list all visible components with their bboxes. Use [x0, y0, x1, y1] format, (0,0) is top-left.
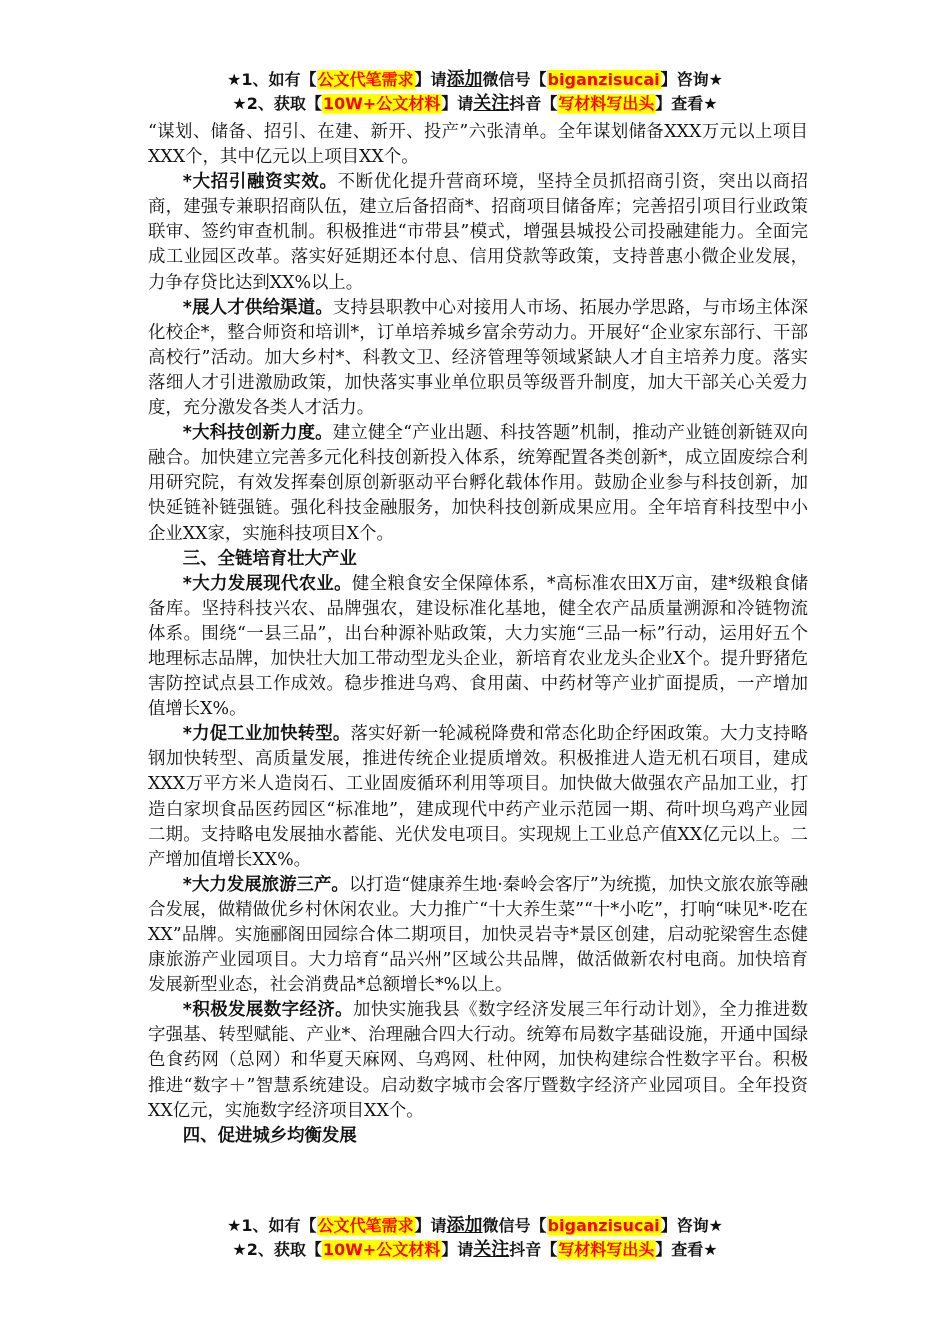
promo-text: 】咨询★ [660, 70, 723, 89]
paragraph [148, 170, 808, 295]
promo-line-1 [0, 1214, 950, 1238]
promo-underline: 关注 [473, 93, 510, 114]
promo-underline: 添加 [446, 1215, 483, 1236]
paragraph [148, 421, 808, 546]
paragraph-lead: *大力发展旅游三产。 [182, 874, 349, 895]
promo-underline: 关注 [473, 1239, 510, 1260]
section-heading: 四、促进城乡均衡发展 [182, 1125, 357, 1146]
promo-wechat-id: biganzisucai [547, 1216, 660, 1235]
paragraph-text: 建立健全“产业出题、科技答题”机制，推动产业链创新链双向融合。加快建立完善多元化科技创新投入体系，统筹配置各类创新*，成立固废综合利用研究院，有效发挥秦创原创新驱动平台孵化载体作用。鼓励企业参与科技创新，加快延链补链强链。强化科技金融服务，加快科技创新成果应用。全年培育科技型中小企业XX家，实施科技项目X个。 [148, 423, 808, 544]
paragraph-lead: *大科技创新力度。 [182, 423, 333, 444]
promo-banner-top [0, 68, 950, 116]
paragraph-lead: *展人才供给渠道。 [182, 297, 333, 318]
promo-text: ★2、获取【 [232, 1240, 322, 1259]
promo-line-2 [0, 1238, 950, 1262]
promo-text: 微信号【 [482, 1216, 547, 1235]
paragraph-text: 不断优化提升营商环境，坚持全员抓招商引资，突出以商招商，建强专兼职招商队伍，建立后备招商*、招商项目储备库；完善招引项目行业政策联审、签约审查机制。积极推进“市带县”模式，增强县城投公司投融建能力。全面完成工业园区改革。落实好延期还本付息、信用贷款等政策，支持普惠小微企业发展，力争存贷比达到XX%以上。 [148, 172, 808, 293]
promo-douyin-id: 写材料写出头 [558, 1240, 655, 1259]
promo-text: 抖音【 [509, 94, 558, 113]
paragraph-lead: *积极发展数字经济。 [182, 1000, 354, 1021]
promo-text: ★1、如有【 [227, 70, 317, 89]
paragraph [148, 998, 808, 1123]
document-body [148, 120, 808, 1149]
paragraph-lead: *大招引融资实效。 [182, 172, 338, 193]
promo-douyin-id: 写材料写出头 [558, 94, 655, 113]
paragraph [148, 873, 808, 998]
promo-highlight: 10W+公文材料 [322, 94, 441, 113]
paragraph [148, 572, 808, 723]
promo-text: 微信号【 [482, 70, 547, 89]
promo-text: 】请 [441, 94, 474, 113]
paragraph-text: 健全粮食安全保障体系，*高标准农田X万亩，建*级粮食储备库。坚持科技兴农、品牌强农，建设标准化基地，健全农产品质量溯源和冷链物流体系。围绕“一县三品”，出台种源补贴政策，大力实施“三品一标”行动，运用好五个地理标志品牌，加快壮大加工带动型龙头企业，新培育农业龙头企业X个。提升野猪危害防控试点县工作成效。稳步推进乌鸡、食用菌、中药材等产业扩面提质，一产增加值增长X%。 [148, 573, 808, 720]
promo-underline: 添加 [446, 69, 483, 90]
promo-text: 】请 [414, 1216, 447, 1235]
paragraph [148, 722, 808, 873]
paragraph-text: 以打造“健康养生地·秦岭会客厅”为统揽，加快文旅农旅等融合发展，做精做优乡村休闲农业。大力推广“十大养生菜”“十*小吃”，打响“味见*·吃在XX”品牌。实施郦阁田园综合体二期项目，加快灵岩寺*景区创建，启动驼梁窖生态健康旅游产业园项目。大力培育“品兴州”区域公共品牌，做活做新农村电商。加快培育发展新型业态，社会消费品*总额增长*%以上。 [148, 874, 809, 996]
paragraph [148, 296, 808, 421]
promo-text: 】请 [441, 1240, 474, 1259]
promo-text: ★2、获取【 [232, 94, 322, 113]
promo-text: ★1、如有【 [227, 1216, 317, 1235]
promo-text: 】请 [414, 70, 447, 89]
promo-line-2 [0, 92, 950, 116]
promo-text: 】查看★ [655, 1240, 718, 1259]
promo-banner-bottom [0, 1214, 950, 1262]
paragraph: “谋划、储备、招引、在建、新开、投产”六张清单。全年谋划储备XXX万元以上项目XXX个，其中亿元以上项目XX个。 [148, 122, 808, 168]
paragraph-lead: *力促工业加快转型。 [182, 724, 351, 745]
promo-highlight: 公文代笔需求 [317, 70, 414, 89]
promo-wechat-id: biganzisucai [547, 70, 660, 89]
paragraph-text: 落实好新一轮减税降费和常态化助企纾困政策。大力支持略钢加快转型、高质量发展，推进传统企业提质增效。积极推进人造无机石项目，建成XXX万平方米人造岗石、工业固废循环利用等项目。加快做大做强农产品加工业，打造白家坝食品医药园区“标准地”，建成现代中药产业示范园一期、荷叶坝乌鸡产业园二期。支持略电发展抽水蓄能、光伏发电项目。实现规上工业总产值XX亿元以上。二产增加值增长XX%。 [148, 724, 808, 870]
promo-line-1 [0, 68, 950, 92]
promo-text: 抖音【 [509, 1240, 558, 1259]
promo-highlight: 公文代笔需求 [317, 1216, 414, 1235]
promo-highlight: 10W+公文材料 [322, 1240, 441, 1259]
paragraph-text: 加快实施我县《数字经济发展三年行动计划》，全力推进数字强基、转型赋能、产业*、治理融合四大行动。统筹布局数字基础设施，开通中国绿色食药网（总网）和华夏天麻网、乌鸡网、杜仲网，加快构建综合性数字平台。积极推进“数字＋”智慧系统建设。启动数字城市会客厅暨数字经济产业园项目。全年投资XX亿元，实施数字经济项目XX个。 [148, 1000, 808, 1121]
section-heading: 三、全链培育壮大产业 [182, 548, 357, 569]
paragraph-lead: *大力发展现代农业。 [182, 573, 352, 594]
paragraph-text: 支持县职教中心对接用人市场、拓展办学思路，与市场主体深化校企*，整合师资和培训*，订单培养城乡富余劳动力。开展好“企业家东部行、干部高校行”活动。加大乡村*、科教文卫、经济管理等领域紧缺人才自主培养力度。落实落细人才引进激励政策，加快落实事业单位职员等级晋升制度，加大干部关心关爱力度，充分激发各类人才活力。 [148, 297, 808, 419]
promo-text: 】咨询★ [660, 1216, 723, 1235]
promo-text: 】查看★ [655, 94, 718, 113]
